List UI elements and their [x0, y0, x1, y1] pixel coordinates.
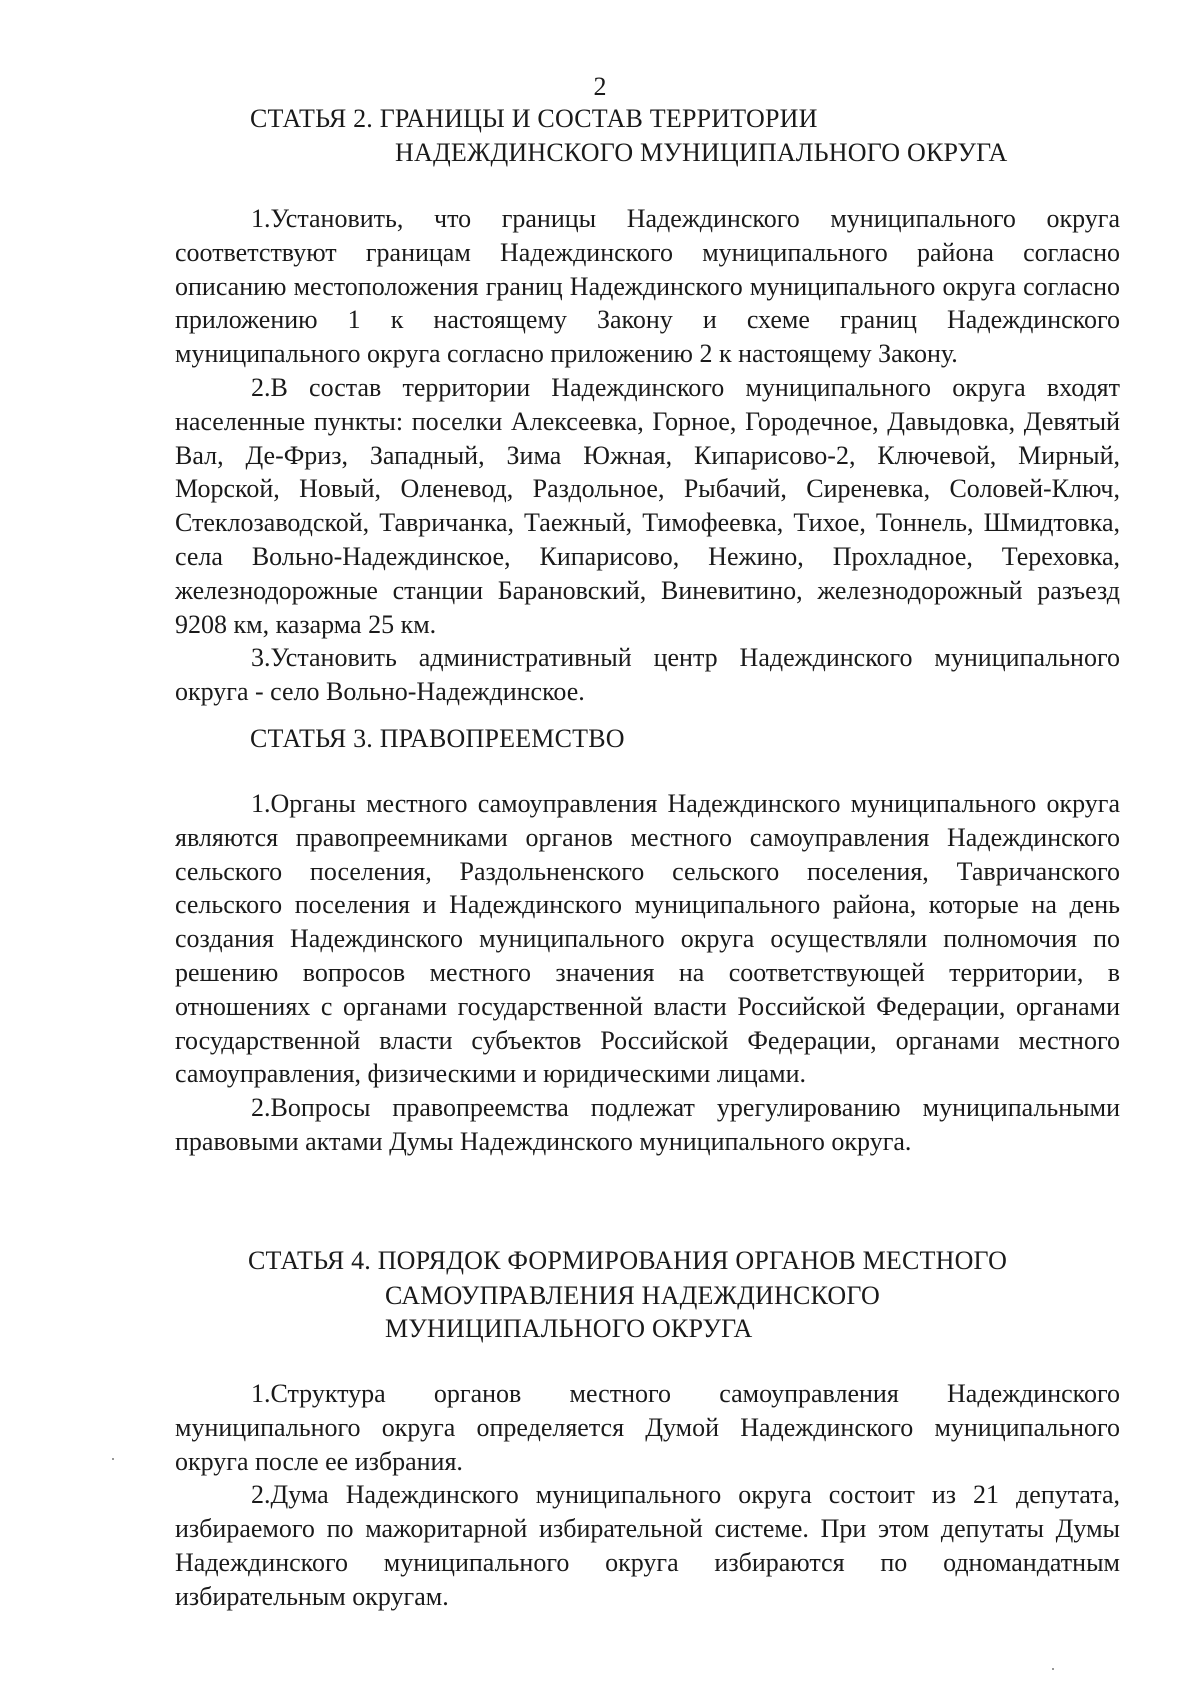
- scan-speck: [1052, 1668, 1054, 1670]
- article-2-heading-line-1: СТАТЬЯ 2. ГРАНИЦЫ И СОСТАВ ТЕРРИТОРИИ: [250, 104, 818, 133]
- article-4-paragraph-2: 2.Дума Надеждинского муниципального округа состоит из 21 депутата, избираемого по мажоритарной избирательной системе. При этом депутаты Думы Надеждинского муниципального округа избираются по одномандатным избирательным округам.: [175, 1480, 1120, 1611]
- article-4-heading-line-2: САМОУПРАВЛЕНИЯ НАДЕЖДИНСКОГО: [385, 1281, 880, 1310]
- article-4-heading-line-3: МУНИЦИПАЛЬНОГО ОКРУГА: [385, 1314, 753, 1343]
- article-3-paragraph-2: 2.Вопросы правопреемства подлежат урегулированию муниципальными правовыми актами Думы Надеждинского муниципального округа.: [175, 1093, 1120, 1156]
- article-4-body: [175, 1377, 1120, 1614]
- article-3-paragraph-1: 1.Органы местного самоуправления Надеждинского муниципального округа являются правопреемниками органов местного самоуправления Надеждинского сельского поселения, Раздольненского сельского поселения, Тавричанского сельского поселения и Надеждинского муниципального района, которые на день создания Надеждинского муниципального округа осуществляли полномочия по решению вопросов местного значения на соответствующей территории, в отношениях с органами государственной власти Российской Федерации, органами государственной власти субъектов Российской Федерации, органами местного самоуправления, физическими и юридическими лицами.: [175, 789, 1120, 1089]
- article-2-paragraph-2: 2.В состав территории Надеждинского муниципального округа входят населенные пункты: поселки Алексеевка, Горное, Городечное, Давыдовка, Девятый Вал, Де-Фриз, Западный, Зима Южная, Кипарисово-2, Ключевой, Мирный, Морской, Новый, Оленевод, Раздольное, Рыбачий, Сиреневка, Соловей-Ключ, Стеклозаводской, Тавричанка, Таежный, Тимофеевка, Тихое, Тоннель, Шмидтовка, села Вольно-Надеждинское, Кипарисово, Нежино, Прохладное, Тереховка, железнодорожные станции Барановский, Виневитино, железнодорожный разъезд 9208 км, казарма 25 км.: [175, 372, 1120, 639]
- article-2-paragraph-1: 1.Установить, что границы Надеждинского муниципального округа соответствуют границам Надеждинского муниципального района согласно описанию местоположения границ Надеждинского муниципального округа согласно приложению 1 к настоящему Закону и схеме границ Надеждинского муниципального округа согласно приложению 2 к настоящему Закону.: [175, 204, 1120, 369]
- article-2-paragraph-3: 3.Установить административный центр Надеждинского муниципального округа - село Вольно-Надеждинское.: [175, 643, 1120, 707]
- scan-speck: [112, 1458, 114, 1460]
- page-number: 2: [593, 72, 607, 101]
- article-4-paragraph-1: 1.Структура органов местного самоуправления Надеждинского муниципального округа определяется Думой Надеждинского муниципального округа после ее избрания.: [175, 1379, 1120, 1476]
- article-2-body: [175, 202, 1120, 709]
- article-3-heading-line-1: СТАТЬЯ 3. ПРАВОПРЕЕМСТВО: [250, 724, 625, 753]
- article-3-body: [175, 787, 1120, 1159]
- article-2-heading-line-2: НАДЕЖДИНСКОГО МУНИЦИПАЛЬНОГО ОКРУГА: [395, 138, 1008, 167]
- article-4-heading-line-1: СТАТЬЯ 4. ПОРЯДОК ФОРМИРОВАНИЯ ОРГАНОВ МЕСТНОГО: [248, 1246, 1008, 1275]
